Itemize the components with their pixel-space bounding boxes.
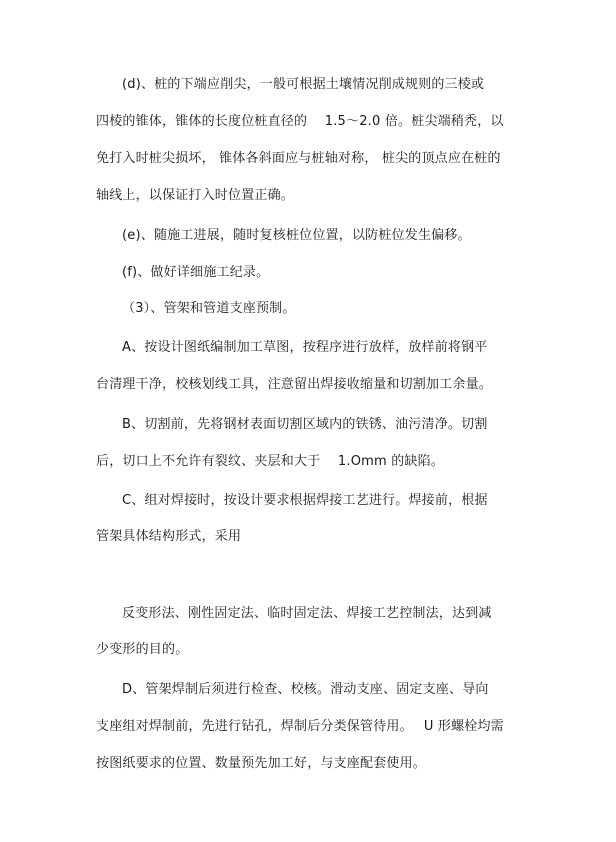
paragraph-b-line-2: 后，切口上不允许有裂纹、夹层和大于 1.Omm 的缺陷。 [96, 454, 445, 469]
paragraph-d-line-3: 免打入时桩尖损坏， 锥体各斜面应与桩轴对称， 桩尖的顶点应在桩的 [96, 151, 501, 166]
paragraph-d-line-2: 四棱的锥体，锥体的长度位桩直径的 1.5～2.0 倍。桩尖端稍秃，以 [96, 114, 504, 129]
paragraph-c-line-1: C、组对焊接时，按设计要求根据焊接工艺进行。焊接前，根据 [122, 493, 488, 508]
paragraph-a-line-2: 台清理干净，校核划线工具，注意留出焊接收缩量和切割加工余量。 [96, 377, 493, 392]
paragraph-c-line-2: 管架具体结构形式，采用 [96, 529, 242, 544]
paragraph-d2-line-3: 按图纸要求的位置、数量预先加工好，与支座配套使用。 [96, 756, 427, 771]
paragraph-d2-line-2: 支座组对焊制前，先进行钻孔，焊制后分类保管待用。 U 形螺栓均需 [96, 719, 504, 734]
paragraph-c-line-4: 少变形的目的。 [96, 642, 189, 657]
paragraph-d-line-1: (d)、桩的下端应削尖，一般可根据土壤情况削成规则的三棱或 [122, 77, 485, 92]
paragraph-a-line-1: A、按设计图纸编制加工草图，按程序进行放样，放样前将钢平 [122, 340, 488, 355]
paragraph-d2-line-1: D、管架焊制后须进行检查、校核。滑动支座、固定支座、导向 [122, 682, 489, 697]
paragraph-f: (f)、做好详细施工纪录。 [122, 265, 270, 280]
paragraph-d-line-4: 轴线上，以保证打入时位置正确。 [96, 188, 295, 203]
paragraph-c-line-3: 反变形法、刚性固定法、临时固定法、焊接工艺控制法，达到减 [122, 606, 492, 621]
section-heading-3: （3）、管架和管道支座预制。 [122, 301, 296, 316]
paragraph-b-line-1: B、切割前，先将钢材表面切割区域内的铁锈、油污清净。切割 [122, 417, 488, 432]
paragraph-e: (e)、随施工进展，随时复核桩位位置，以防桩位发生偏移。 [122, 228, 471, 243]
